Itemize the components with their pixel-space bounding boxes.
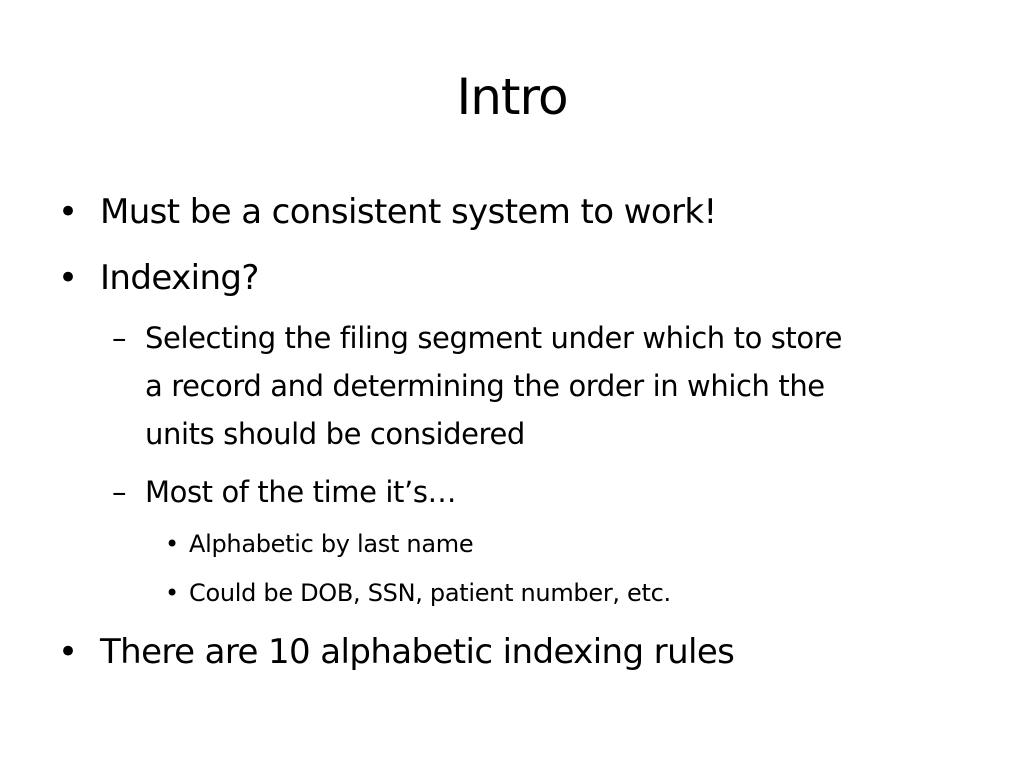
bullet-marker: •	[165, 530, 179, 558]
dash-marker: –	[112, 475, 127, 509]
bullet-text: There are 10 alphabetic indexing rules	[100, 632, 735, 672]
bullet-text: Indexing?	[100, 258, 259, 298]
sub-list-item	[112, 468, 952, 516]
sub-sub-list-item	[165, 528, 473, 560]
bullet-marker: •	[165, 579, 179, 607]
sub-bullet-text-line: Selecting the filing segment under which to store	[145, 321, 843, 355]
bullet-marker: •	[58, 258, 78, 298]
list-item	[58, 256, 259, 300]
slide-title: Intro	[456, 68, 568, 126]
list-item	[58, 190, 717, 234]
sub-bullet-text-line: a record and determining the order in which the	[145, 369, 825, 403]
sub-sub-list-item	[165, 577, 671, 609]
sub-bullet-text-line: units should be considered	[145, 417, 525, 451]
sub-sub-bullet-text: Alphabetic by last name	[189, 530, 474, 558]
sub-sub-bullet-text: Could be DOB, SSN, patient number, etc.	[189, 579, 671, 607]
dash-marker: –	[112, 321, 127, 355]
list-item	[58, 630, 734, 674]
sub-bullet-text: Most of the time it’s…	[145, 475, 457, 509]
bullet-marker: •	[58, 192, 78, 232]
bullet-text: Must be a consistent system to work!	[100, 192, 717, 232]
sub-list-item	[112, 314, 952, 458]
bullet-marker: •	[58, 632, 78, 672]
